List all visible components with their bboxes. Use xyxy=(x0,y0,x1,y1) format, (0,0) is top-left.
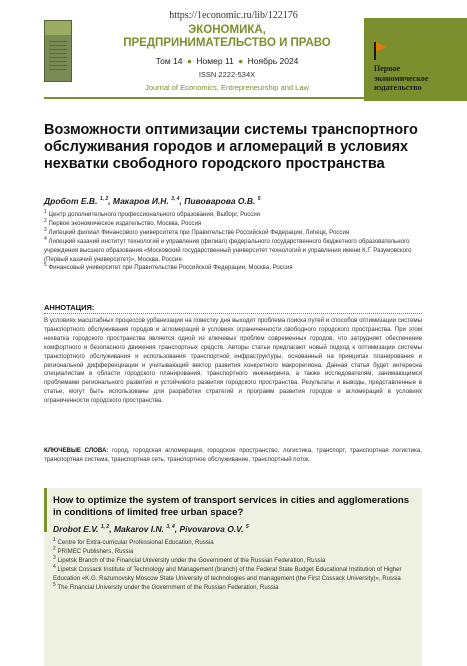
author: Дробот Е.В. $^{1, 2}$, xyxy=(44,196,113,206)
author: Макаров И.Н. $^{3, 4}$, xyxy=(112,196,185,206)
publisher-label-line2: экономическое xyxy=(374,73,429,83)
affiliation-item: $^1$ Centre for Extra-curricular Professional Education, Russia xyxy=(53,536,214,546)
bullet-icon: ● xyxy=(186,56,193,66)
journal-title xyxy=(92,24,362,50)
journal-issn: ISSN 2222-534X xyxy=(198,70,256,79)
bullet-icon: ● xyxy=(238,56,244,66)
journal-cover-thumbnail xyxy=(44,20,72,82)
affiliation-item: $^2$ Первое экономическое издательство, Москва, Россия xyxy=(44,217,202,227)
journal-issue-info xyxy=(92,56,362,66)
abstract-heading: АННОТАЦИЯ: xyxy=(44,303,95,312)
affiliations-list xyxy=(44,208,422,273)
affiliation-item: $^3$ Lipetsk Branch of the Financial University under the Government of the Russian Federation, Russia xyxy=(53,554,326,564)
journal-date: Ноябрь 2024 xyxy=(247,56,299,66)
affiliation-item: $^5$ The Financial University under the Government of the Russian Federation, Russia xyxy=(53,581,279,591)
publisher-badge xyxy=(364,18,467,101)
english-affiliations-list xyxy=(53,536,411,592)
journal-title-line2: ПРЕДПРИНИМАТЕЛЬСТВО И ПРАВО xyxy=(123,37,331,49)
header-divider xyxy=(44,97,364,99)
publisher-label xyxy=(374,64,462,93)
abstract-divider xyxy=(44,313,422,314)
publisher-label-line3: издательство xyxy=(374,83,422,92)
english-authors xyxy=(53,524,413,534)
journal-number: Номер 11 xyxy=(196,56,234,66)
journal-title-line1: ЭКОНОМИКА, xyxy=(188,24,266,36)
affiliation-item: $^3$ Липецкий филиал Финансового университета при Правительстве Российской Федерации, Липецк, Россия xyxy=(44,226,350,236)
flag-icon xyxy=(374,42,388,60)
affiliation-item: $^2$ PRIMEC Publishers, Russia xyxy=(53,545,134,555)
publisher-label-line1: Первое xyxy=(374,64,401,73)
author: Pivovarova O.V. $^5$ xyxy=(179,524,249,534)
affiliation-item: $^4$ Липецкий казачий институт технологий и управления (филиал) федерального государственного бюджетного образовательного учреждения высшего образования «Московский государственный университет технологий и управления имени К.Г. Разумовского (Первый казачий университет)», Москва, Россия xyxy=(44,235,412,263)
keywords-heading: КЛЮЧЕВЫЕ СЛОВА: xyxy=(44,447,109,454)
english-title: How to optimize the system of transport services in cities and agglomerations in conditions of limited free urban space? xyxy=(53,495,410,518)
keywords-text: город, городская агломерация, городское пространство, логистика, транспорт, транспортная логистика, транспортная система, транспортная сеть, транспортное обслуживание, транспортный поток. xyxy=(44,447,422,463)
article-authors xyxy=(44,196,424,206)
page-url[interactable]: https://1economic.ru/lib/122176 xyxy=(169,10,298,21)
affiliation-item: $^4$ Lipetsk Cossack Institute of Technology and Management (branch) of the Federal State Budget Educational Institution of Higher Education «K.G. Razumovsky Moscow State University of technologies and management (the First Cossack University)», Russia xyxy=(53,563,402,582)
affiliation-item: $^1$ Центр дополнительного профессионального образования, Выборг, Россия xyxy=(44,208,261,218)
author: Пивоварова О.В. $^5$ xyxy=(184,196,261,206)
abstract-text: В условиях масштабных процессов урбанизации на повестку дня выходит проблема поиска путей и способов оптимизации системы транспортного обслуживания городов и агломераций в условиях ограниченности свободного городского пространства. При этом нехватка городского пространства является одной из ключевых проблем современных городов, что затрудняет обеспечение комфортного и безопасного движения транспортных средств. Авторы статьи предлагают новый подход к оптимизации системы транспортного обслуживания и использования транспортной инфраструктуры, основанный на принципах планирования и региональной дифференциации и учитывающий вектор развития конкретного макрорегиона. Данная статья будет интересна специалистам в области городского планирования, транспортного инжиниринга, а также исследователям, занимающимся проблемами регионального развития и устойчивого развития городского пространства. Результаты и выводы, представленные в статье, могут быть использованы для разработки стратегий и программ развития городов и агломераций в условиях ограниченности городского пространства. xyxy=(44,317,422,405)
journal-english-title: Journal of Economics, Entrepreneurship and Law xyxy=(145,83,309,92)
affiliation-item: $^5$ Финансовый университет при Правительстве Российской Федерации, Москва, Россия xyxy=(44,262,293,272)
journal-volume: Том 14 xyxy=(155,56,183,66)
keywords xyxy=(44,447,422,465)
author: Drobot E.V. $^{1, 2}$, xyxy=(53,524,114,534)
author: Makarov I.N. $^{3, 4}$, xyxy=(113,524,180,534)
article-title: Возможности оптимизации системы транспортного обслуживания городов и агломераций в условиях нехватки свободного городского пространства xyxy=(44,122,418,172)
